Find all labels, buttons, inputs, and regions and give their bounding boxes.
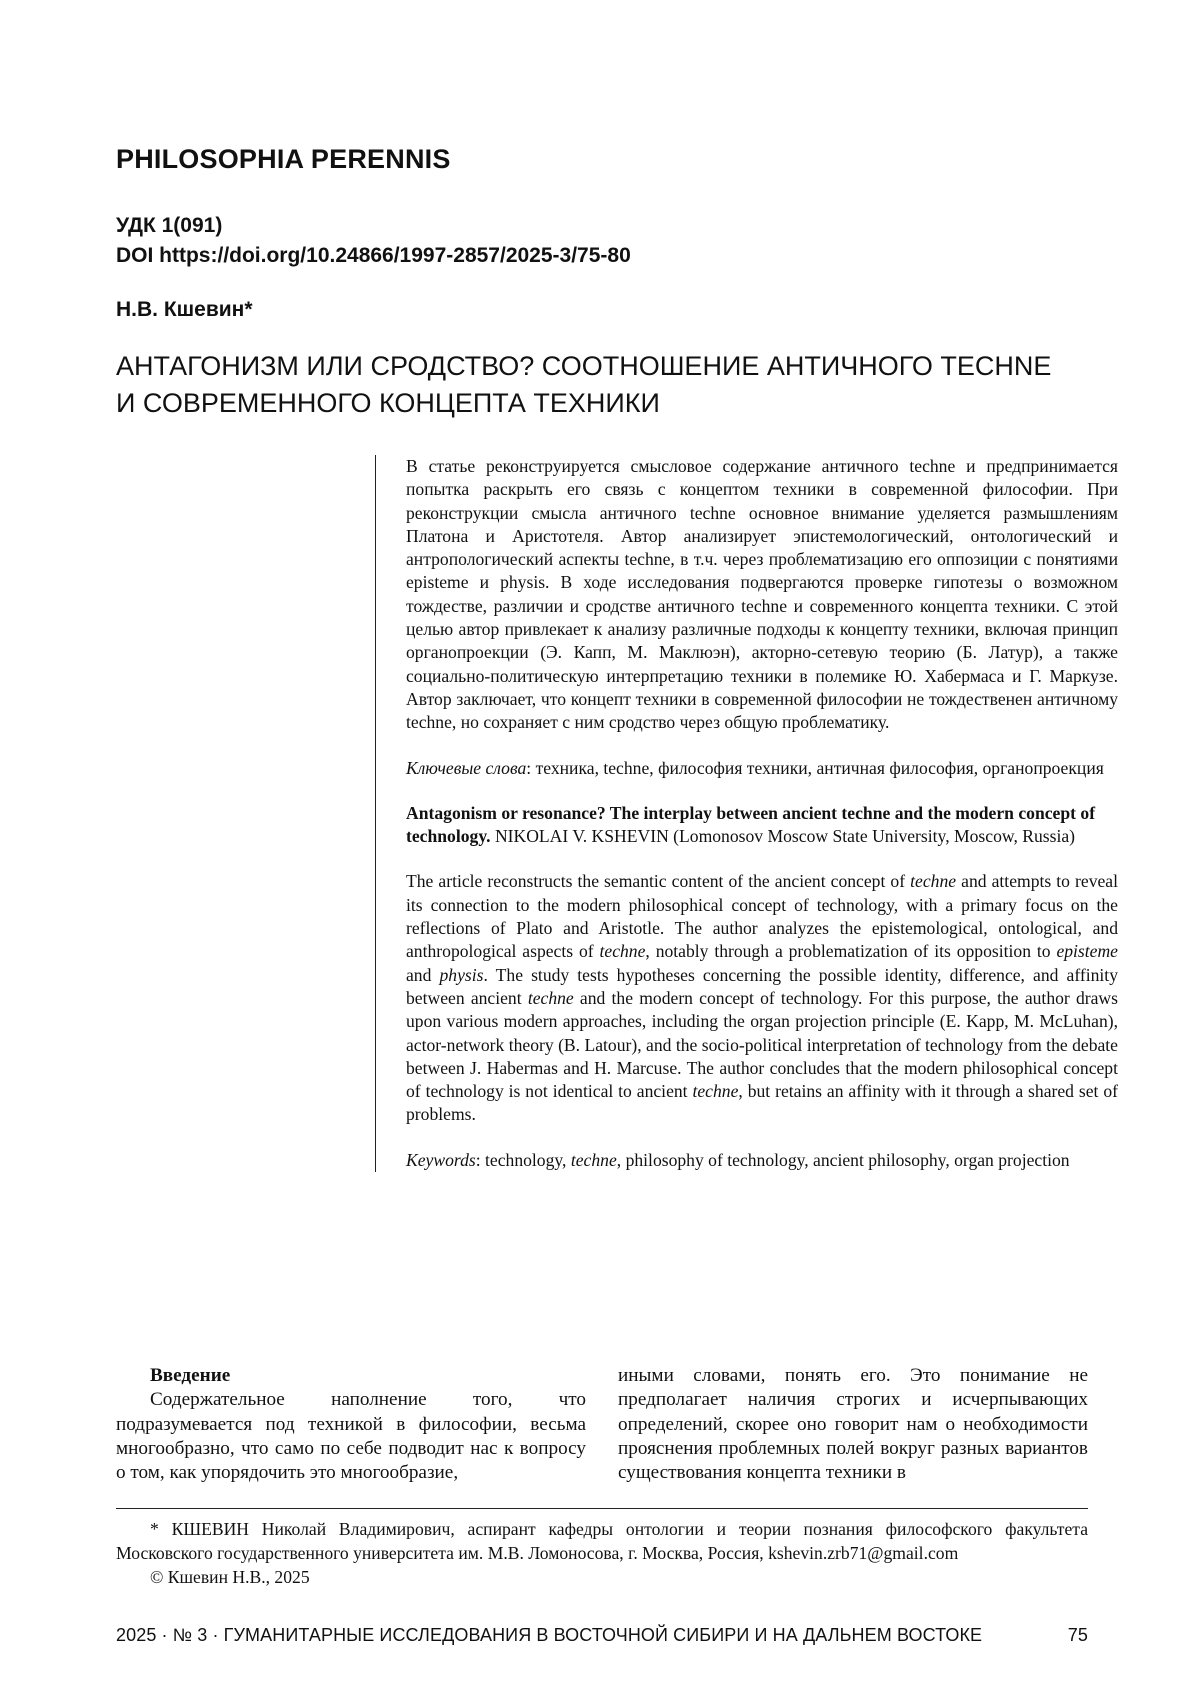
journal-rubric: PHILOSOPHIA PERENNIS (116, 144, 451, 174)
keywords-en: Keywords: technology, techne, philosophy of technology, ancient philosophy, organ projection (406, 1149, 1070, 1170)
article-title (116, 348, 1076, 422)
section-heading-introduction: Введение (150, 1365, 231, 1386)
keywords-ru-label: Ключевые слова (406, 757, 527, 778)
abstract-block (375, 455, 1118, 1172)
body-column-left (116, 1364, 586, 1485)
abstract-ru: В статье реконструируется смысловое содержание античного techne и предпринимается попытка раскрыть его связь с концептом техники в современной философии. При реконструкции смысла античного techne основное внимание уделяется размышлениям Платона и Аристотеля. Автор анализирует эпистемологический, онтологический и антропологический аспекты techne, в т.ч. через проблематизацию его оппозиции с понятиями episteme и physis. В ходе исследования подвергаются проверке гипотезы о возможном тождестве, различии и сродстве античного techne и современного концепта техники. С этой целью автор привлекает к анализу различные подходы к концепту техники, включая принцип органопроекции (Э. Капп, М. Маклюэн), акторно-сетевую теорию (Б. Латур), а также социально-политическую интерпретацию техники в полемике Ю. Хабермаса и Г. Маркузе. Автор заключает, что концепт техники в современной философии не тождественен античному techne, но сохраняет с ним сродство через общую проблематику. (406, 456, 1118, 733)
page-footer (116, 1625, 1088, 1646)
doi-link[interactable]: DOI https://doi.org/10.24866/1997-2857/2025-3/75-80 (116, 244, 631, 267)
body-column-right (618, 1364, 1088, 1485)
body-text (116, 1364, 1088, 1485)
body-paragraph-continued: иными словами, понять его. Это понимание не предполагает наличия строгих и исчерпывающих определений, скорее оно говорит нам о необходимости прояснения проблемных полей вокруг разных вариантов существования концепта техники в (618, 1365, 1088, 1484)
keywords-en-label: Keywords (406, 1149, 476, 1170)
udc-code: УДК 1(091) (116, 214, 223, 237)
page-number: 75 (1067, 1625, 1088, 1645)
author-footnote: * КШЕВИН Николай Владимирович, аспирант кафедры онтологии и теории познания философского факультета Московского государственного университета им. М.В. Ломоносова, г. Москва, Россия, kshevin.zrb71@gmail.com (116, 1519, 1088, 1563)
keywords-ru (406, 757, 1118, 780)
english-title: Antagonism or resonance? The interplay between ancient techne and the modern concept of technology. (406, 802, 1096, 847)
keywords-ru-list: : техника, techne, философия техники, античная философия, органопроекция (526, 757, 1104, 778)
body-paragraph: Содержательное наполнение того, что подразумевается под техникой в философии, весьма многообразно, что само по себе подводит нас к вопросу о том, как упорядочить это многообразие, (116, 1389, 586, 1484)
article-title-line-1: АНТАГОНИЗМ ИЛИ СРОДСТВО? СООТНОШЕНИЕ АНТИЧНОГО TECHNE (116, 351, 1052, 381)
footnote-block (116, 1517, 1088, 1589)
english-title-block (406, 802, 1118, 849)
english-author-info: NIKOLAI V. KSHEVIN (Lomonosov Moscow State University, Moscow, Russia) (490, 826, 1076, 847)
author-name: Н.В. Кшевин* (116, 298, 253, 321)
journal-footer: 2025 · № 3 · ГУМАНИТАРНЫЕ ИССЛЕДОВАНИЯ В ВОСТОЧНОЙ СИБИРИ И НА ДАЛЬНЕМ ВОСТОКЕ (116, 1625, 983, 1645)
footnote-divider (116, 1508, 1088, 1509)
copyright-note: © Кшевин Н.В., 2025 (150, 1567, 310, 1587)
abstract-en: The article reconstructs the semantic content of the ancient concept of techne and attempts to reveal its connection to the modern philosophical concept of technology, with a primary focus on the reflections of Plato and Aristotle. The author analyzes the epistemological, ontological, and anthropological aspects of techne, notably through a problematization of its opposition to episteme and physis. The study tests hypotheses concerning the possible identity, difference, and affinity between ancient techne and the modern concept of technology. For this purpose, the author draws upon various modern approaches, including the organ projection principle (E. Kapp, M. McLuhan), actor-network theory (B. Latour), and the socio-political interpretation of technology from the debate between J. Habermas and H. Marcuse. The author concludes that the modern philosophical concept of technology is not identical to ancient techne, but retains an affinity with it through a shared set of problems. (406, 871, 1119, 1125)
article-title-line-2: И СОВРЕМЕННОГО КОНЦЕПТА ТЕХНИКИ (116, 388, 660, 418)
